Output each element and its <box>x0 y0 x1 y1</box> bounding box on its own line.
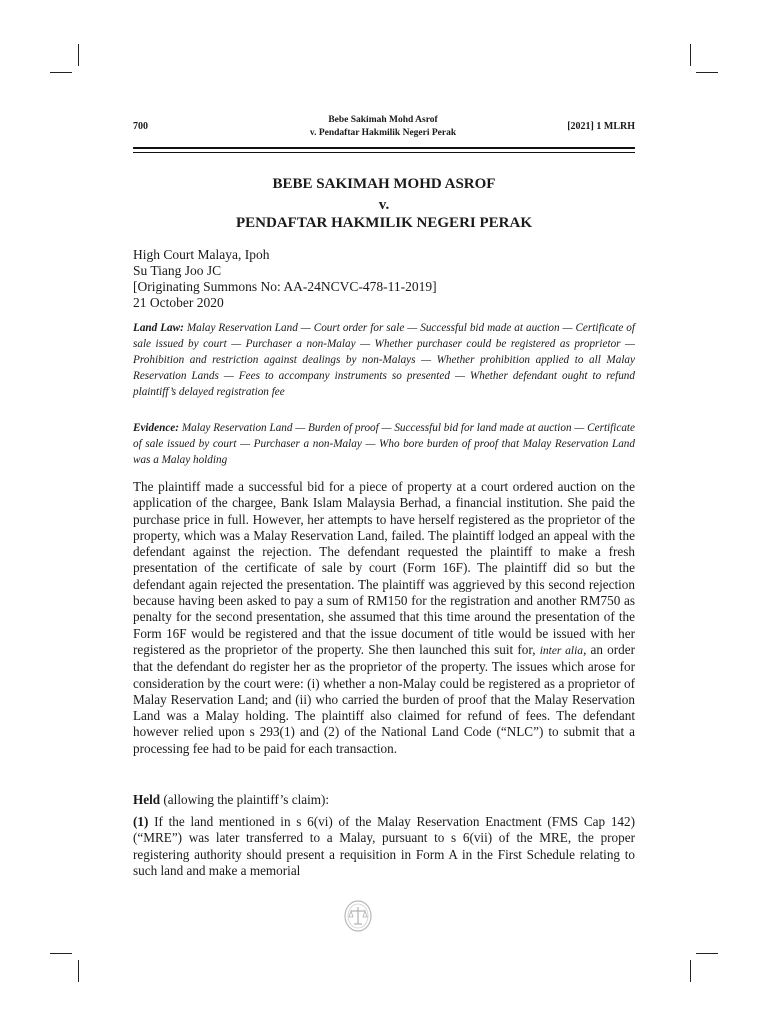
holding-number: (1) <box>133 814 149 829</box>
holding-point-1 <box>133 814 635 879</box>
held-label: Held <box>133 792 161 807</box>
judgment-date: 21 October 2020 <box>133 295 224 310</box>
versus: v. <box>378 197 390 213</box>
holding-text: If the land mentioned in s 6(vi) of the Malay Reservation Enactment (FMS Cap 142) (“MRE”) was later transferred to a Malay, pursuant to s 6(vii) of the MRE, the proper registering authority should present a requisition in Form A in the First Schedule relating to such land and make a memorial <box>133 814 636 878</box>
catchword-text: Malay Reservation Land — Burden of proof — Successful bid for land made at auction — Certificate of sale issued by court — Purchaser a non-Malay — Who bore burden of proof that Malay Reservation Land was a Malay holding <box>133 422 636 466</box>
crop-mark <box>78 44 79 66</box>
crop-mark <box>50 953 72 954</box>
crop-mark <box>696 72 718 73</box>
catchwords-evidence <box>133 420 635 468</box>
court-info <box>133 247 635 311</box>
catchword-text: Malay Reservation Land — Court order for sale — Successful bid made at auction — Certificate of sale issued by court — Purchaser a non-Malay — Whether purchaser could be registered as proprietor — Prohibition and restriction against dealings by non-Malays — Whether prohibition applied to all Malay Reservation Lands — Fees to accompany instruments so presented — Whether defendant ought to refund plaintiff’s delayed registration fee <box>133 322 635 398</box>
court-name: High Court Malaya, Ipoh <box>133 247 270 262</box>
catchwords-land-law <box>133 320 635 400</box>
header-rule-thick <box>133 147 635 149</box>
case-summary <box>133 479 635 757</box>
judge-name: Su Tiang Joo JC <box>133 263 222 278</box>
summary-text: The plaintiff made a successful bid for a piece of property at a court ordered auction on the application of the chargee, Bank Islam Malaysia Berhad, a financial institution. She paid the purchase price in full. However, her attempts to have herself registered as the proprietor of the property, which was a Malay Reservation Land, failed. The plaintiff lodged an appeal with the defendant against the rejection. The defendant requested the plaintiff to make a fresh presentation of the certificate of sale by court (Form 16F). The plaintiff did so but the defendant again rejected the presentation. The plaintiff was aggrieved by this second rejection because having been asked to pay a sum of RM150 for the registration and another RM750 as penalty for the second presentation, she assumed that this time around the presentation of the Form 16F would be registered and that the issue document of title would be issued with her registered as the proprietor of the property. She then launched this suit for, <box>133 479 635 657</box>
defendant-name: PENDAFTAR HAKMILIK NEGERI PERAK <box>236 215 532 231</box>
summary-latin: inter alia <box>539 644 584 657</box>
publisher-emblem-icon <box>343 898 373 934</box>
summons-number: [Originating Summons No: AA-24NCVC-478-11-2019] <box>133 279 437 294</box>
header-rule-thin <box>133 152 635 153</box>
held-heading <box>133 792 635 808</box>
plaintiff-name: BEBE SAKIMAH MOHD ASROF <box>272 176 496 192</box>
held-text: (allowing the plaintiff’s claim): <box>163 792 330 807</box>
summary-text: , an order that the defendant do register her as the proprietor of the property. The issues which arose for consideration by the court were: (i) whether a non-Malay could be registered as a proprietor of Malay Reservation Land; and (ii) who carried the burden of proof that the Malay Reservation Land was a Malay holding. The plaintiff also claimed for refund of fees. The defendant however relied upon s 293(1) and (2) of the National Land Code (“NLC”) to submit that a processing fee had to be paid for each transaction. <box>133 641 635 756</box>
case-title-line-1: Bebe Sakimah Mohd Asrof <box>328 115 438 125</box>
crop-mark <box>78 960 79 982</box>
crop-mark <box>690 44 691 66</box>
crop-mark <box>690 960 691 982</box>
case-title-line-2: v. Pendaftar Hakmilik Negeri Perak <box>309 128 457 138</box>
catchword-label: Evidence: <box>133 422 179 434</box>
running-header <box>133 112 635 142</box>
report-citation: [2021] 1 MLRH <box>567 121 635 132</box>
crop-mark <box>50 72 72 73</box>
crop-mark <box>696 953 718 954</box>
case-short-title <box>233 114 533 140</box>
catchword-label: Land Law: <box>133 322 184 334</box>
page-number: 700 <box>133 121 148 132</box>
